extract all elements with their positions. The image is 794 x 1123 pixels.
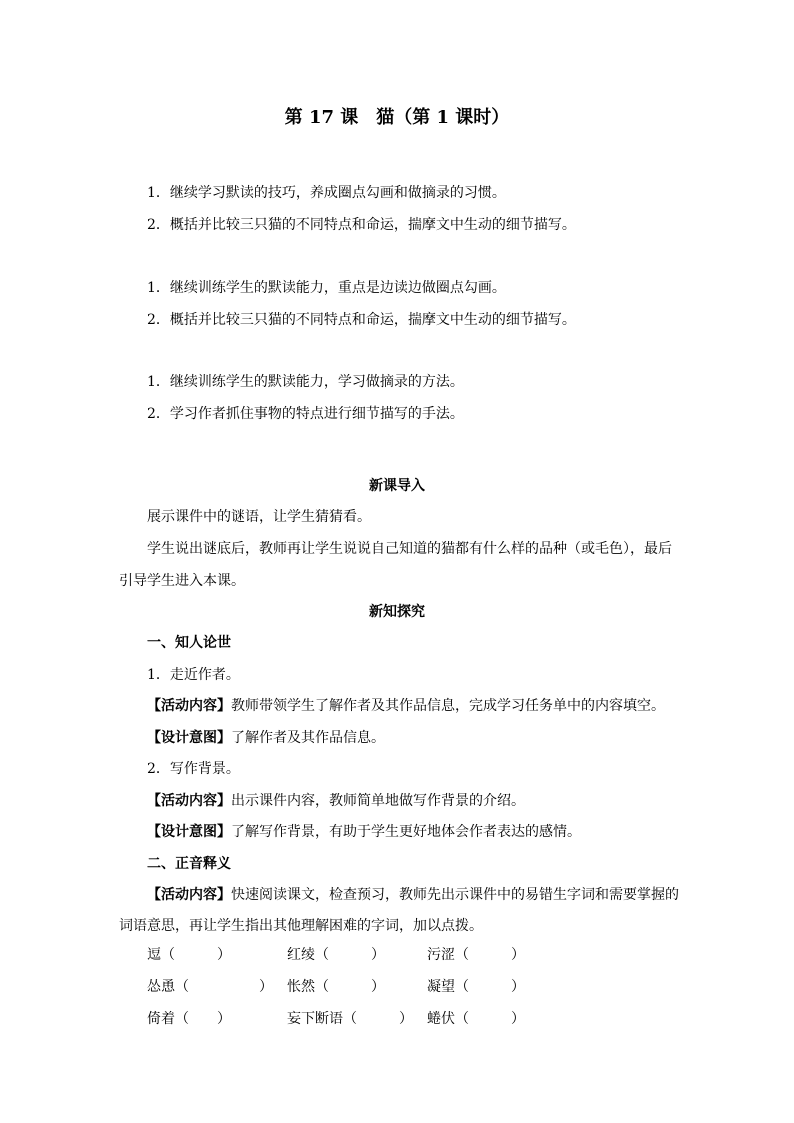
vocab-item: 妄下断语（ ） xyxy=(287,1011,413,1027)
activity-tag: 【活动内容】 xyxy=(147,698,231,714)
section-explore-heading: 新知探究 xyxy=(369,604,425,620)
part-2-title: 二、正音释义 xyxy=(147,856,231,872)
vocab-item: 凝望（ ） xyxy=(427,979,525,995)
intent-tag: 【设计意图】 xyxy=(147,824,231,840)
part-2-activity-line-2: 词语意思，再让学生指出其他理解困难的字词，加以点拨。 xyxy=(119,918,483,934)
vocab-item: 倚着（ ） xyxy=(147,1011,231,1027)
activity-tag: 【活动内容】 xyxy=(147,887,231,903)
item-1-activity xyxy=(147,696,665,716)
goal-2-2: 2．概括并比较三只猫的不同特点和命运，揣摩文中生动的细节描写。 xyxy=(147,312,576,328)
intro-paragraph-2-line-2: 引导学生进入本课。 xyxy=(119,573,245,589)
intro-paragraph-2-line-1: 学生说出谜底后，教师再让学生说说自己知道的猫都有什么样的品种（或毛色），最后 xyxy=(147,541,672,557)
intro-paragraph-1: 展示课件中的谜语，让学生猜猜看。 xyxy=(147,509,371,525)
vocab-item: 蜷伏（ ） xyxy=(427,1011,525,1027)
activity-text: 快速阅读课文，检查预习，教师先出示课件中的易错生字词和需要掌握的 xyxy=(231,887,679,903)
page-title: 第 17 课 猫（第 1 课时） xyxy=(284,107,510,128)
part-1-title: 一、知人论世 xyxy=(147,635,231,651)
item-1-title: 1．走近作者。 xyxy=(147,667,240,683)
vocab-item: 污涩（ ） xyxy=(427,947,525,963)
item-1-intent xyxy=(147,728,385,748)
intent-text: 了解作者及其作品信息。 xyxy=(231,730,385,746)
section-intro-heading: 新课导入 xyxy=(369,478,425,494)
goal-1-2: 2．概括并比较三只猫的不同特点和命运，揣摩文中生动的细节描写。 xyxy=(147,217,576,233)
goal-2-1: 1．继续训练学生的默读能力，重点是边读边做圈点勾画。 xyxy=(147,280,506,296)
activity-tag: 【活动内容】 xyxy=(147,793,231,809)
part-2-activity-line-1 xyxy=(147,885,679,905)
item-2-activity xyxy=(147,791,525,811)
vocab-item: 逗（ ） xyxy=(147,947,231,963)
intent-text: 了解写作背景，有助于学生更好地体会作者表达的感情。 xyxy=(231,824,581,840)
vocab-item: 怅然（ ） xyxy=(287,979,385,995)
goal-1-1: 1．继续学习默读的技巧，养成圈点勾画和做摘录的习惯。 xyxy=(147,185,506,201)
activity-text: 教师带领学生了解作者及其作品信息，完成学习任务单中的内容填空。 xyxy=(231,698,665,714)
goal-3-1: 1．继续训练学生的默读能力，学习做摘录的方法。 xyxy=(147,374,464,390)
vocab-item: 怂恿（ ） xyxy=(147,979,273,995)
goal-3-2: 2．学习作者抓住事物的特点进行细节描写的手法。 xyxy=(147,406,464,422)
activity-text: 出示课件内容，教师简单地做写作背景的介绍。 xyxy=(231,793,525,809)
intent-tag: 【设计意图】 xyxy=(147,730,231,746)
item-2-intent xyxy=(147,822,581,842)
item-2-title: 2．写作背景。 xyxy=(147,761,240,777)
vocab-item: 红绫（ ） xyxy=(287,947,385,963)
